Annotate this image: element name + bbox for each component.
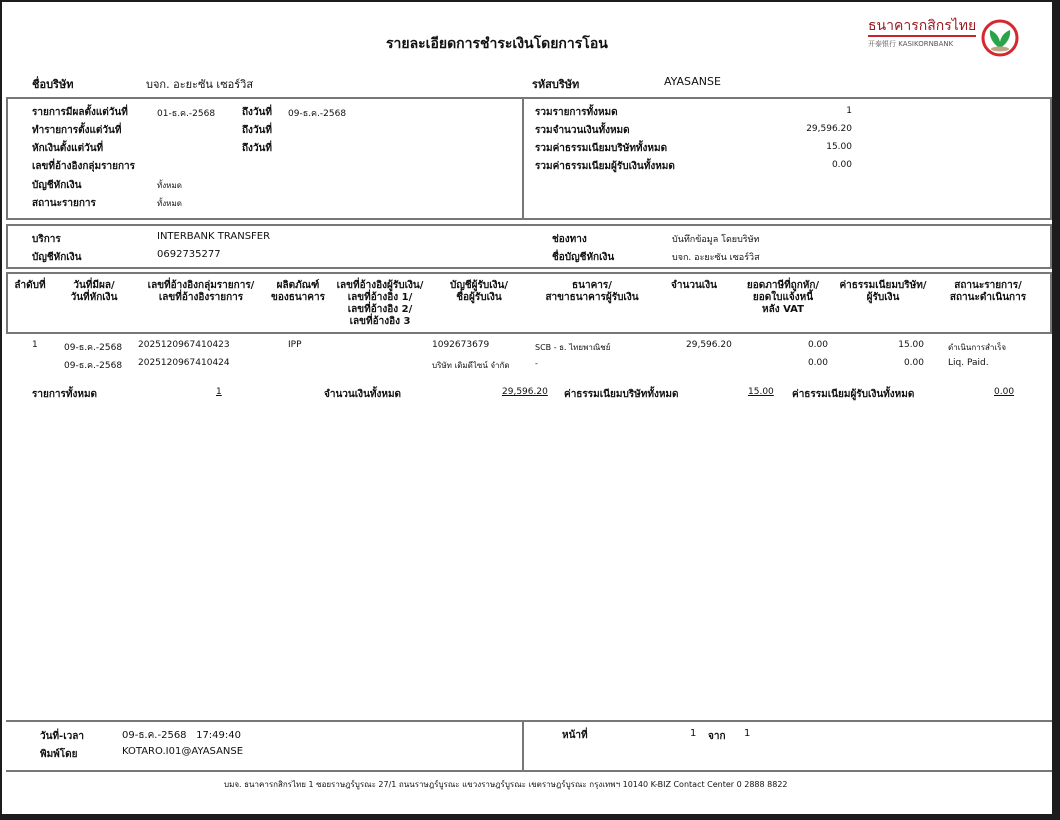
totals-company-fee-value: 15.00: [748, 387, 774, 397]
column-header-fees: ค่าธรรมเนียมบริษัท/ ผู้รับเงิน: [839, 280, 927, 303]
cell-tax: 0.00: [807, 340, 828, 350]
summary-total-items-value: 1: [846, 106, 852, 116]
cell-batch-ref: 2025120967410423: [138, 340, 230, 350]
page-of-label: จาก: [708, 731, 726, 742]
debit-to-label: ถึงวันที่: [242, 143, 272, 154]
company-name-value: บจก. อะยะซัน เซอร์วิส: [146, 78, 254, 91]
totals-company-fee-label: ค่าธรรมเนียมบริษัททั้งหมด: [564, 389, 679, 400]
footer-datetime-label: วันที่-เวลา: [40, 731, 84, 742]
footer-datetime-value: 09-ธ.ค.-2568 17:49:40: [122, 730, 241, 741]
effective-from-label: รายการมีผลตั้งแต่วันที่: [32, 107, 128, 118]
page-label: หน้าที่: [562, 730, 588, 741]
column-header-bank: ธนาคาร/ สาขาธนาคารผู้รับเงิน: [545, 280, 639, 303]
column-header-product: ผลิตภัณฑ์ ของธนาคาร: [271, 280, 325, 303]
cell-debit-date: 09-ธ.ค.-2568: [64, 361, 123, 371]
status-label: สถานะรายการ: [32, 198, 96, 209]
cell-branch: -: [535, 359, 538, 368]
column-header-payee-refs: เลขที่อ้างอิงผู้รับเงิน/ เลขที่อ้างอิง 1/ เลขที่อ้างอิง 2/ เลขที่อ้างอิง 3: [336, 280, 424, 327]
totals-amount-label: จำนวนเงินทั้งหมด: [324, 389, 402, 400]
totals-items-value: 1: [216, 387, 222, 397]
totals-payee-fee-value: 0.00: [994, 387, 1015, 397]
cell-company-fee: 15.00: [898, 340, 924, 350]
page-current: 1: [690, 728, 697, 739]
cell-payee-account: 1092673679: [432, 340, 490, 350]
page-total: 1: [744, 728, 751, 739]
company-code-label: รหัสบริษัท: [532, 78, 580, 91]
logo-thai-name: ธนาคารกสิกรไทย: [868, 18, 976, 37]
cell-status: ดำเนินการสำเร็จ: [948, 343, 1007, 352]
status-value: ทั้งหมด: [157, 199, 182, 208]
summary-total-amount-value: 29,596.20: [806, 124, 852, 134]
cell-item-ref: 2025120967410424: [138, 358, 230, 368]
channel-label: ช่องทาง: [552, 234, 587, 245]
summary-payee-fee-value: 0.00: [831, 160, 852, 170]
footer-top-line: [6, 720, 1052, 722]
account-name-label: ชื่อบัญชีหักเงิน: [552, 252, 615, 263]
column-header-payee-account: บัญชีผู้รับเงิน/ ชื่อผู้รับเงิน: [449, 280, 509, 303]
company-name-label: ชื่อบริษัท: [32, 78, 74, 91]
summary-total-amount-label: รวมจำนวนเงินทั้งหมด: [535, 125, 630, 136]
debit-from-label: หักเงินตั้งแต่วันที่: [32, 143, 104, 154]
cell-process-status: Liq. Paid.: [948, 358, 989, 368]
account-name-value: บจก. อะยะซัน เซอร์วิส: [672, 253, 760, 263]
footer-divider: [522, 720, 524, 772]
bank-address: บมจ. ธนาคารกสิกรไทย 1 ซอยราษฎร์บูรณะ 27/1 ถนนราษฎร์บูรณะ แขวงราษฎร์บูรณะ เขตราษฎร์บูรณะ กรุงเทพฯ 10140 K-BIZ Contact Center 0 2888 8822: [224, 780, 788, 789]
column-header-status: สถานะรายการ/ สถานะดำเนินการ: [949, 280, 1027, 303]
footer-printed-by-value: KOTARO.I01@AYASANSE: [122, 746, 244, 757]
column-header-no: ลำดับที่: [14, 280, 46, 291]
logo-english-name: 开泰银行 KASIKORNBANK: [868, 40, 954, 48]
cell-amount: 29,596.20: [686, 340, 732, 350]
column-header-amount: จำนวนเงิน: [671, 280, 717, 291]
company-code-value: AYASANSE: [664, 75, 721, 88]
created-to-label: ถึงวันที่: [242, 125, 272, 136]
report-title: รายละเอียดการชำระเงินโดยการโอน: [386, 36, 608, 52]
cell-no: 1: [32, 340, 38, 350]
kasikorn-leaf-icon: [980, 18, 1020, 58]
report-page: [2, 2, 1052, 814]
summary-company-fee-value: 15.00: [826, 142, 852, 152]
service-label: บริการ: [32, 234, 61, 245]
cell-bank: SCB - ธ. ไทยพาณิชย์: [535, 343, 611, 352]
summary-total-items-label: รวมรายการทั้งหมด: [535, 107, 618, 118]
channel-value: บันทึกข้อมูล โดยบริษัท: [672, 235, 760, 245]
service-value: INTERBANK TRANSFER: [157, 231, 271, 242]
column-header-dates: วันที่มีผล/ วันที่หักเงิน: [70, 280, 118, 303]
cell-effective-date: 09-ธ.ค.-2568: [64, 343, 123, 353]
cell-product: IPP: [288, 340, 302, 350]
column-header-tax: ยอดภาษีที่ถูกหัก/ ยอดใบแจ้งหนี้ หลัง VAT: [746, 280, 820, 315]
totals-amount-value: 29,596.20: [502, 387, 548, 397]
service-account-label: บัญชีหักเงิน: [32, 252, 82, 263]
effective-from-value: 01-ธ.ค.-2568: [157, 109, 216, 119]
footer-bottom-line: [6, 770, 1052, 772]
totals-payee-fee-label: ค่าธรรมเนียมผู้รับเงินทั้งหมด: [792, 389, 915, 400]
cell-invoice-after-vat: 0.00: [807, 358, 828, 368]
batch-ref-label: เลขที่อ้างอิงกลุ่มรายการ: [32, 161, 136, 172]
criteria-divider: [522, 97, 524, 220]
summary-payee-fee-label: รวมค่าธรรมเนียมผู้รับเงินทั้งหมด: [535, 161, 675, 172]
effective-to-label: ถึงวันที่: [242, 107, 272, 118]
service-account-value: 0692735277: [157, 249, 221, 260]
debit-account-label: บัญชีหักเงิน: [32, 180, 82, 191]
kasikornbank-logo: [868, 18, 976, 49]
cell-payee-name: บริษัท เดิมดีไซน์ จำกัด: [432, 361, 510, 370]
summary-company-fee-label: รวมค่าธรรมเนียมบริษัททั้งหมด: [535, 143, 668, 154]
footer-printed-by-label: พิมพ์โดย: [40, 749, 78, 760]
effective-to-value: 09-ธ.ค.-2568: [288, 109, 347, 119]
totals-items-label: รายการทั้งหมด: [32, 389, 98, 400]
column-header-refs: เลขที่อ้างอิงกลุ่มรายการ/ เลขที่อ้างอิงรายการ: [147, 280, 255, 303]
cell-payee-fee: 0.00: [903, 358, 924, 368]
debit-account-value: ทั้งหมด: [157, 181, 182, 190]
created-from-label: ทำรายการตั้งแต่วันที่: [32, 125, 122, 136]
